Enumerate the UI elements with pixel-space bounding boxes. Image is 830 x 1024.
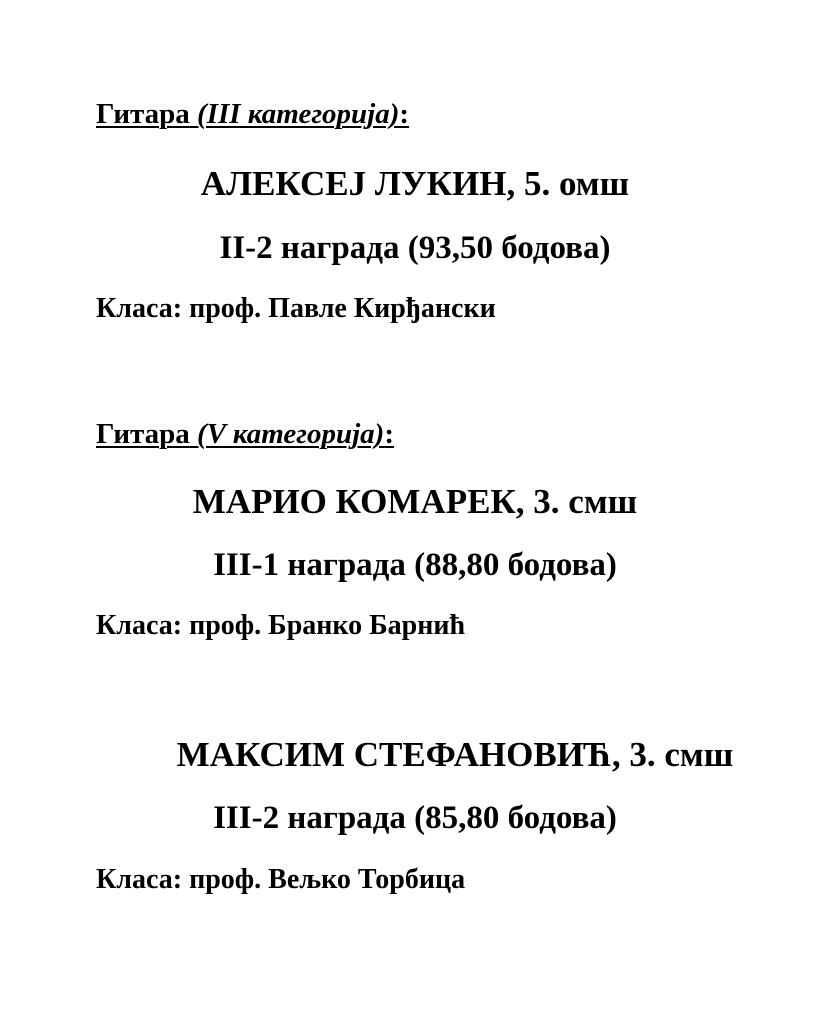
teacher-class: Класа: проф. Вељко Торбица — [96, 864, 466, 895]
award-text: III-2 награда (85,80 бодова) — [213, 800, 617, 836]
heading-category: (V категорија) — [197, 418, 385, 450]
heading-category: (III категорија) — [197, 98, 400, 130]
award-text: II-2 награда (93,50 бодова) — [219, 230, 611, 266]
teacher-class: Класа: проф. Бранко Барнић — [96, 610, 466, 641]
heading-colon: : — [384, 418, 395, 450]
heading-instrument: Гитара — [96, 418, 190, 450]
heading-colon: : — [399, 98, 410, 130]
section-heading-guitar-iii — [96, 100, 409, 129]
teacher-class: Класа: проф. Павле Кирђански — [96, 293, 496, 324]
section-heading-guitar-v — [96, 420, 394, 449]
student-name: МАКСИМ СТЕФАНОВИЋ, 3. смш — [176, 735, 734, 774]
award-text: III-1 награда (88,80 бодова) — [213, 547, 617, 583]
student-name: АЛЕКСЕЈ ЛУКИН, 5. омш — [200, 164, 630, 203]
heading-instrument: Гитара — [96, 98, 190, 130]
student-name: МАРИО КОМАРЕК, 3. смш — [192, 482, 638, 521]
